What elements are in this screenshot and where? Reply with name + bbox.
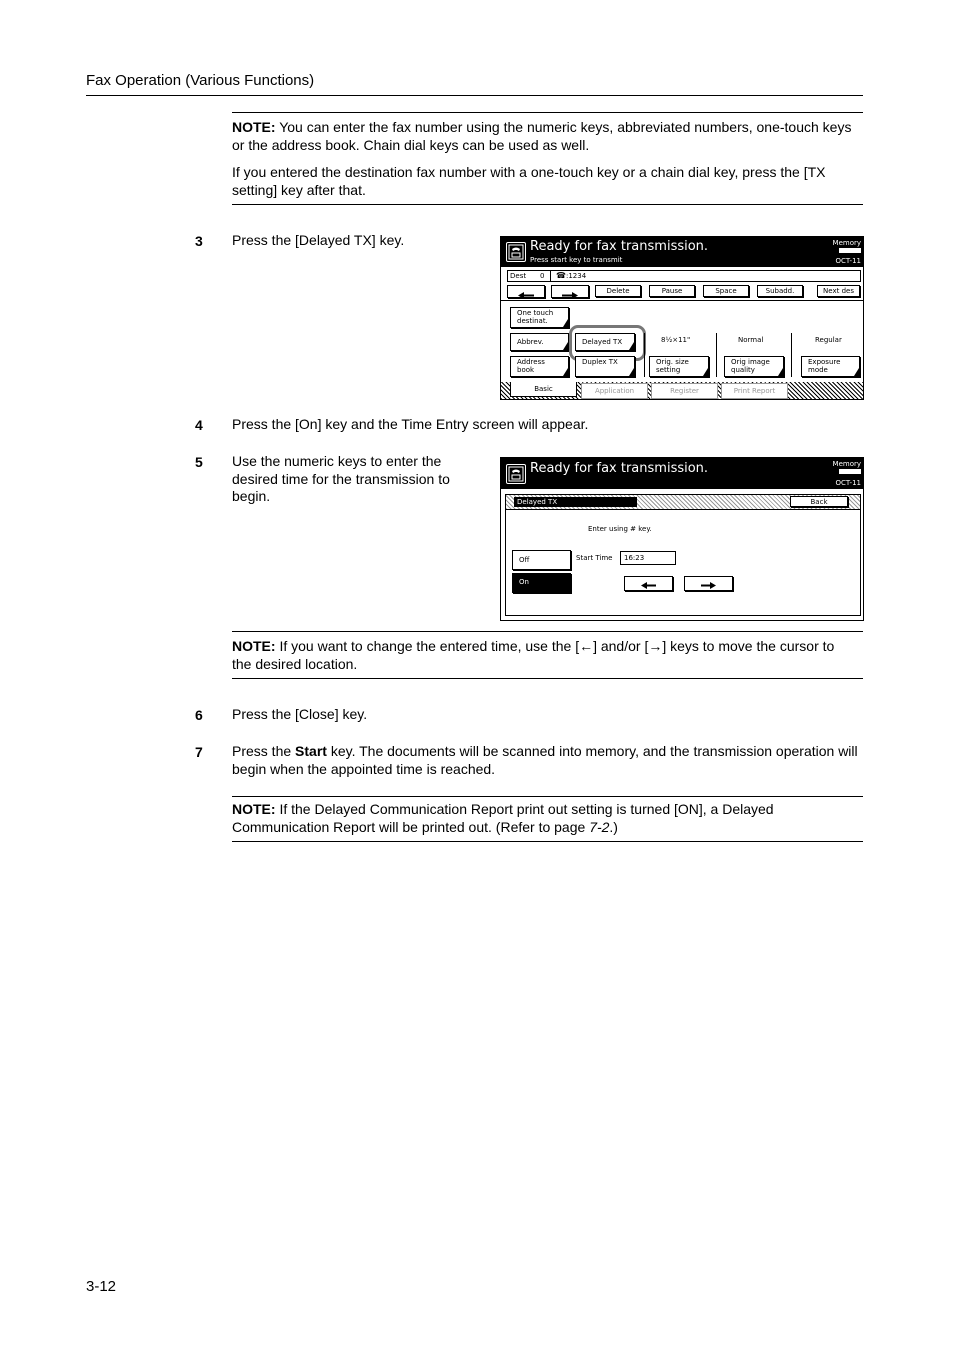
- step-number: 7: [195, 744, 203, 760]
- cursor-left-button[interactable]: [624, 576, 673, 591]
- next-destination-key[interactable]: Next des: [817, 285, 860, 297]
- duplex-tx-key[interactable]: Duplex TX: [575, 356, 635, 377]
- address-book-key[interactable]: Address book: [510, 356, 569, 377]
- step-number: 5: [195, 454, 203, 470]
- section-header: Fax Operation (Various Functions): [86, 72, 315, 89]
- dest-count: 0: [540, 272, 545, 280]
- dest-label: Dest: [510, 272, 527, 280]
- step-number: 6: [195, 707, 203, 723]
- note-rule-bottom: [232, 204, 863, 205]
- tab-basic[interactable]: Basic: [510, 382, 577, 397]
- cursor-left-button[interactable]: [507, 285, 545, 298]
- note-1: NOTE: You can enter the fax number using the numeric keys, abbreviated numbers, one-touch keys or the address book. Chain dial keys can be used as well.: [232, 119, 852, 153]
- status-subtitle: Press start key to transmit: [530, 256, 623, 264]
- note-rule-top: [232, 112, 863, 113]
- pause-key[interactable]: Pause: [649, 285, 695, 297]
- dest-number: :1234: [566, 272, 587, 280]
- note-1-para-2: If you entered the destination fax number with a one-touch key or a chain dial key, press the [TX setting] key after that.: [232, 164, 826, 198]
- page-reference-link[interactable]: 7-2: [589, 818, 610, 835]
- fax-icon: [506, 464, 526, 484]
- one-touch-key[interactable]: One touch destinat.: [510, 307, 569, 328]
- delayed-tx-key[interactable]: Delayed TX: [575, 333, 635, 351]
- space-key[interactable]: Space: [703, 285, 749, 297]
- arrow-left-icon: [625, 579, 672, 592]
- fax-icon: [506, 242, 526, 262]
- step-number: 3: [195, 233, 203, 249]
- orig-image-quality-key[interactable]: Orig image quality: [724, 356, 784, 377]
- status-title: Ready for fax transmission.: [530, 239, 709, 254]
- fax-screen-basic: [500, 236, 864, 400]
- subaddress-key[interactable]: Subadd.: [757, 285, 803, 297]
- start-time-field[interactable]: 16:23: [620, 551, 676, 565]
- step-text: Use the numeric keys to enter the desired time for the transmission to begin.: [232, 453, 450, 504]
- step-text: Press the [On] key and the Time Entry screen will appear.: [232, 416, 589, 432]
- panel-header: [505, 494, 861, 510]
- page-number: 3-12: [86, 1278, 117, 1295]
- destination-field: [507, 270, 861, 282]
- cursor-right-button[interactable]: [684, 576, 733, 591]
- image-quality-value: Normal: [738, 336, 764, 344]
- tab-register[interactable]: Register: [651, 383, 718, 399]
- memory-label: Memory: [832, 239, 861, 247]
- step-text: Press the [Delayed TX] key.: [232, 232, 405, 248]
- abbrev-key[interactable]: Abbrev.: [510, 333, 569, 351]
- arrow-right-icon: [685, 579, 732, 592]
- memory-gauge: [839, 248, 861, 253]
- memory-label: Memory: [832, 460, 861, 468]
- delete-key[interactable]: Delete: [595, 285, 641, 297]
- date-label: OCT-11: [835, 257, 861, 265]
- on-button[interactable]: On: [512, 573, 571, 593]
- original-size-value: 8½×11": [661, 336, 691, 344]
- panel-title: Delayed TX: [514, 497, 637, 507]
- note-rule-top: [232, 631, 863, 632]
- note-rule-bottom: [232, 841, 863, 842]
- back-button[interactable]: Back: [790, 496, 848, 507]
- phone-icon: ☎: [556, 271, 566, 280]
- step-number: 4: [195, 417, 203, 433]
- tab-application[interactable]: Application: [581, 383, 648, 399]
- status-bar: [501, 458, 863, 489]
- cursor-right-button[interactable]: [551, 285, 589, 298]
- step-text: Press the [Close] key.: [232, 706, 368, 722]
- note-2: NOTE: If you want to change the entered time, use the [←] and/or [→] keys to move the cursor to the desired location.: [232, 638, 835, 672]
- step-text: Press the Start key. The documents will be scanned into memory, and the transmission operation will begin when the appointed time is reached.: [232, 743, 858, 777]
- status-bar: [501, 237, 863, 267]
- note-rule-top: [232, 796, 863, 797]
- header-rule: [86, 95, 863, 96]
- orig-size-setting-key[interactable]: Orig. size setting: [649, 356, 709, 377]
- date-label: OCT-11: [835, 479, 861, 487]
- exposure-value: Regular: [815, 336, 842, 344]
- exposure-mode-key[interactable]: Exposure mode: [801, 356, 860, 377]
- tab-print-report[interactable]: Print Report: [721, 383, 788, 399]
- off-button[interactable]: Off: [512, 550, 571, 570]
- instruction-text: Enter using # key.: [588, 525, 652, 533]
- note-rule-bottom: [232, 678, 863, 679]
- note-3: NOTE: If the Delayed Communication Report print out setting is turned [ON], a Delayed Communication Report will be printed out. (Refer to page 7-2.): [232, 801, 774, 835]
- status-title: Ready for fax transmission.: [530, 461, 709, 476]
- fax-screen-delayed-tx: [500, 457, 864, 621]
- panel-body: [505, 510, 861, 616]
- memory-gauge: [839, 469, 861, 474]
- start-time-label: Start Time: [576, 554, 613, 562]
